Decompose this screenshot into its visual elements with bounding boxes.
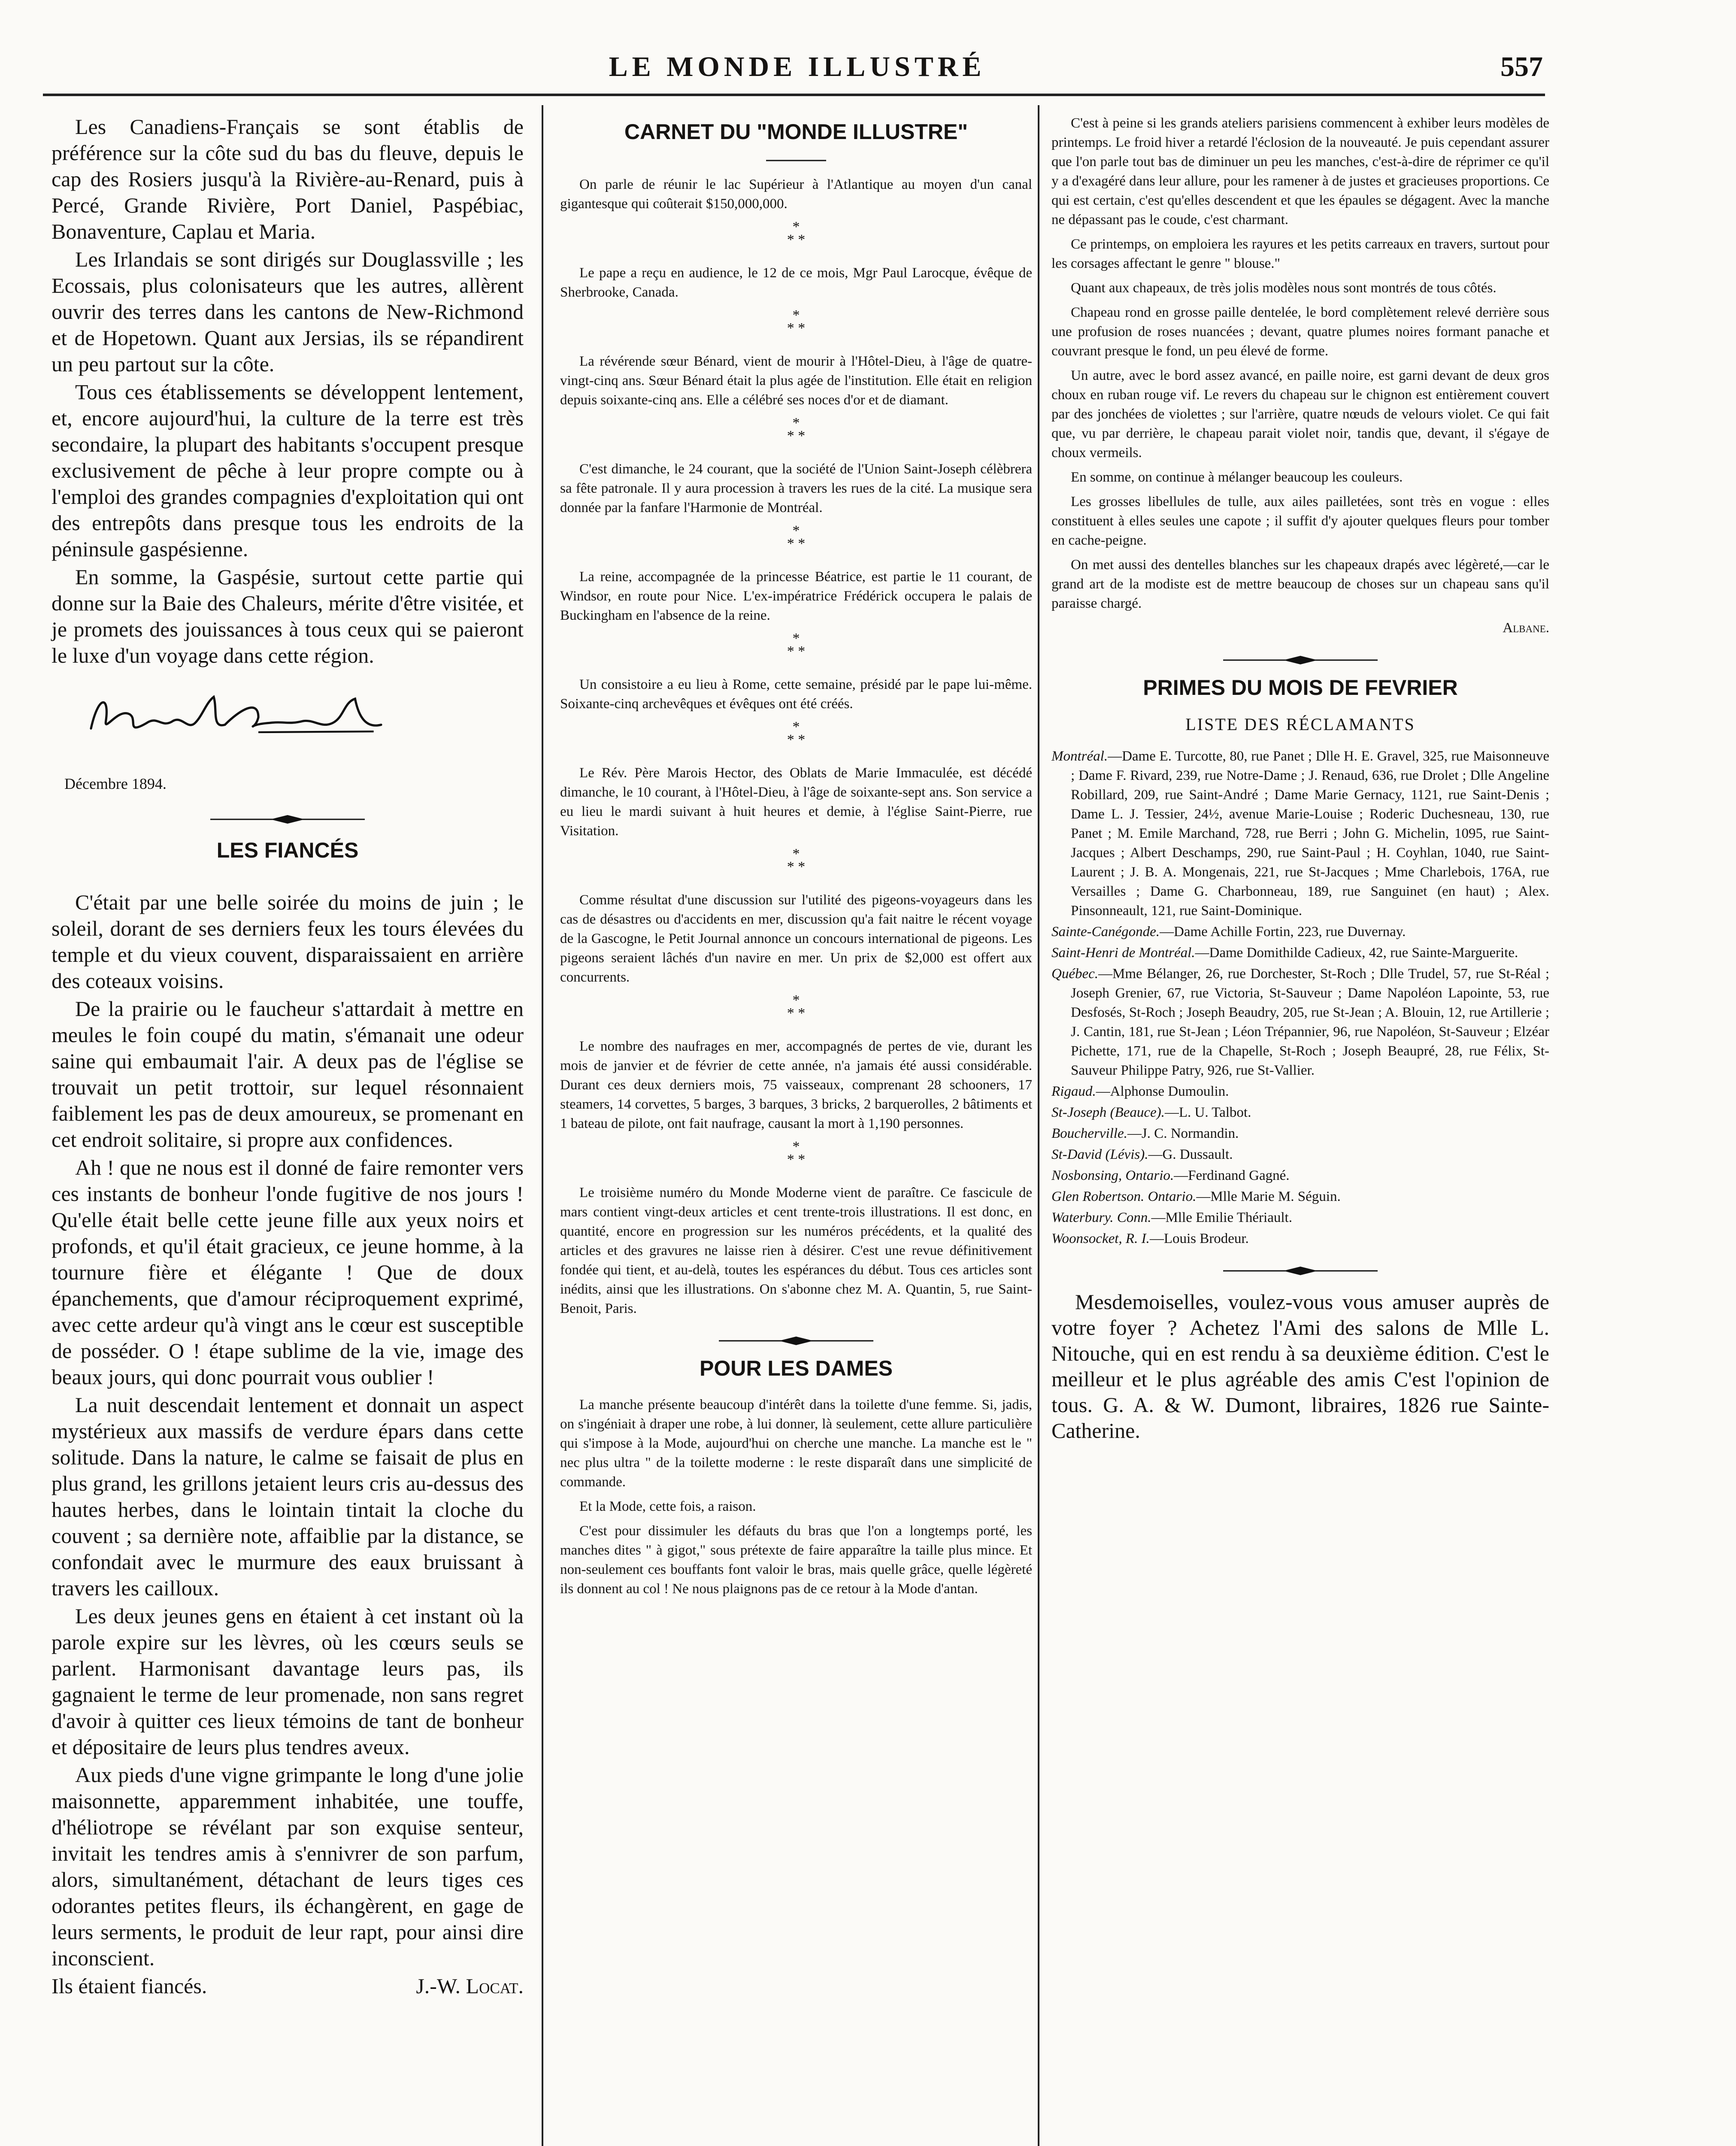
paragraph: En somme, on continue à mélanger beaucoup les couleurs. — [1071, 470, 1403, 485]
author-name: J.-W. Locat. — [416, 1974, 524, 1998]
paragraph: Quant aux chapeaux, de très jolis modèles nous sont montrés de tous côtés. — [1071, 280, 1497, 296]
asterism: * * * — [787, 1139, 806, 1167]
list-item: Saint-Henri de Montréal.—Dame Domithilde Cadieux, 42, rue Sainte-Marguerite. — [1051, 945, 1518, 961]
paragraph: Les Canadiens-Français se sont établis de préférence sur la côte sud du bas du fleuve, depuis le cap des Rosiers jusqu'à la Rivière-au-Renard, puis à Percé, Grande Rivière, Port Daniel, Paspébiac, Bonaventure, Caplau et Maria. — [52, 115, 524, 243]
paragraph: On met aussi des dentelles blanches sur les chapeaux drapés avec légèreté,—car le grand art de la modiste est de mettre beaucoup de choses sur un chapeau sans qu'il paraisse chargé. — [1051, 557, 1549, 611]
paragraph: Les deux jeunes gens en étaient à cet instant où la parole expire sur les lèvres, où les cœurs seuls se parlent. Harmonisant davantage leurs pas, ils gagnaient le terme de leur promenade, non sans regret d'avoir à quitter ces lieux témoins de tant de bonheur et dépositaire de leurs plus tendres aveux. — [52, 1604, 524, 1759]
paragraph: Et la Mode, cette fois, a raison. — [579, 1499, 756, 1514]
ad-text: Mesdemoiselles, voulez-vous vous amuser auprès de votre foyer ? Achetez l'Ami des salons de Mlle L. Nitouche, qui en est rendu à sa deuxième édition. C'est le meilleur et le plus agréable des amis C'est l'opinion de tous. G. A. & W. Dumont, libraires, 1826 rue Sainte-Catherine. — [1051, 1290, 1549, 1443]
paragraph: C'était par une belle soirée du moins de juin ; le soleil, dorant de ses derniers feux les tours élevées du temple et du vieux couvent, disparaissaient en arrière des coteaux voisins. — [52, 890, 524, 993]
asterism: * * * — [787, 719, 806, 748]
news-item: Le nombre des naufrages en mer, accompagnés de pertes de vie, durant les mois de janvier et de février de cette année, n'a jamais été aussi considérable. Durant ces deux derniers mois, 75 vaisseaux, comprenant 28 schooners, 17 steamers, 14 corvettes, 5 barges, 3 barques, 3 bricks, 2 barquerolles, 2 bâtiments et 1 bateau de pilote, ont fait naufrage, causant la mort à 1,190 personnes. — [560, 1039, 1032, 1131]
paragraph: Chapeau rond en grosse paille dentelée, le bord complètement relevé derrière sous une profusion de roses nuancées ; devant, quatre plumes noires formant panache et couvrant presque le fond, un peu élevé de forme. — [1051, 305, 1549, 359]
paragraph: La manche présente beaucoup d'intérêt dans la toilette d'une femme. Si, jadis, on s'ingéniait à draper une robe, à lui donner, là seulement, cette allure particulière qui s'impose à la Mode, aujourd'hui on cherche une manche. La manche est le " nec plus ultra " de la toilette moderne : le reste disparaît dans une simplicité de commande. — [560, 1397, 1032, 1490]
newspaper-title: LE MONDE ILLUSTRÉ — [609, 51, 986, 82]
list-item: Nosbonsing, Ontario.—Ferdinand Gagné. — [1051, 1168, 1290, 1183]
column-left — [52, 114, 524, 2001]
asterism: * * * — [787, 307, 806, 336]
paragraph: Les Irlandais se sont dirigés sur Douglassville ; les Ecossais, plus colonisateurs que les autres, allèrent ouvrir des terres dans les cantons de New-Richmond et de Hopetown. Quant aux Jersias, ils se répandirent un peu partout sur la côte. — [52, 247, 524, 376]
closing-line — [52, 1973, 524, 1999]
header-rule — [43, 94, 1545, 96]
list-item: St-David (Lévis).—G. Dussault. — [1051, 1147, 1233, 1162]
short-rule — [766, 159, 826, 162]
paragraph: Aux pieds d'une vigne grimpante le long d'une jolie maisonnette, apparemment inhabitée, une touffe, d'héliotrope se révélant par son exquise senteur, invitait les tendres amis à s'ennivrer de son parfum, alors, simultanément, détachant de leurs tiges ces odorantes petites fleurs, ils échangèrent, en gage de leurs serments, le produit de leur rapt, pour ainsi dire inconscient. — [52, 1763, 524, 1970]
news-item: La révérende sœur Bénard, vient de mourir à l'Hôtel-Dieu, à l'âge de quatre-vingt-cinq ans. Sœur Bénard était la plus agée de l'institution. Elle était en religion depuis soixante-cinq ans. Elle a célébré ses noces d'or et de diamant. — [560, 354, 1032, 408]
asterism: * * * — [787, 219, 806, 248]
column-divider — [542, 105, 543, 2146]
news-item: La reine, accompagnée de la princesse Béatrice, est partie le 11 courant, de Windsor, en route pour Nice. L'ex-impératrice Frédérick occupera le palais de Buckingham en l'absence de la reine. — [560, 569, 1032, 623]
list-item: Rigaud.—Alphonse Dumoulin. — [1051, 1084, 1229, 1099]
ornament-divider — [719, 1336, 873, 1346]
ornament-divider — [1223, 655, 1378, 665]
masthead — [52, 51, 1543, 89]
advertisement — [1051, 1289, 1549, 1443]
paragraph: Tous ces établissements se développent lentement, et, encore aujourd'hui, la culture de la terre est très secondaire, la plupart des habitants s'occupent presque exclusivement de pêche à leur propre compte ou à l'emploi des grandes compagnies d'exploitation qui ont des entrepôts dans presque tous les endroits de la péninsule gaspésienne. — [52, 380, 524, 561]
section-title: POUR LES DAMES — [699, 1356, 893, 1380]
list-item: Montréal.—Dame E. Turcotte, 80, rue Panet ; Dlle H. E. Gravel, 325, rue Maisonneuve ; Dame F. Rivard, 239, rue Notre-Dame ; J. Renaud, 636, rue Drolet ; Dlle Angeline Robillard, 209, rue Saint-André ; Dame Marie Gernacy, 1121, rue Saint-Denis ; Dame L. J. Tessier, 24½, avenue Marie-Louise ; Roderic Duchesneau, 130, rue Panet ; M. Emile Marchand, 728, rue Berri ; John G. Michelin, 1095, rue Saint-Jacques ; Albert Deschamps, 290, rue Saint-Paul ; H. Coyhlan, 1040, rue Saint-Laurent ; J. B. A. Mongenais, 221, rue St-Jacques ; Mme Charlebois, 176A, rue Versailles ; Dame G. Charbonneau, 189, rue Sanguinet (en haut) ; Alex. Pinsonneault, 121, rue Saint-Dominique. — [1051, 749, 1549, 918]
ornament-divider — [210, 814, 365, 824]
news-item: Le pape a reçu en audience, le 12 de ce mois, Mgr Paul Larocque, évêque de Sherbrooke, Canada. — [560, 265, 1032, 300]
section-title: PRIMES DU MOIS DE FEVRIER — [1143, 676, 1458, 700]
column-divider — [1038, 105, 1039, 2146]
list-item: Woonsocket, R. I.—Louis Brodeur. — [1051, 1231, 1249, 1246]
author-name: Albane. — [1503, 620, 1549, 636]
paragraph: Un autre, avec le bord assez avancé, en paille noire, est garni devant de deux gros choux en ruban rouge vif. Le revers du chapeau sur le chignon est entièrement couvert par des jonchées de violettes ; sur l'arrière, quatre nœuds de velours violet. Ce qui fait que, vu par derrière, le chapeau parait violet noir, tandis que, devant, il s'égaye de choux vermeils. — [1051, 368, 1549, 461]
asterism: * * * — [787, 415, 806, 444]
dateline: Décembre 1894. — [64, 775, 167, 792]
news-item: Un consistoire a eu lieu à Rome, cette semaine, présidé par le pape lui-même. Soixante-cinq archevêques et évêques ont été créés. — [560, 677, 1032, 712]
final-sentence: Ils étaient fiancés. — [52, 1974, 207, 1998]
claimants-list — [1051, 747, 1549, 1249]
news-item: Le troisième numéro du Monde Moderne vient de paraître. Ce fascicule de mars contient vingt-deux articles et cent trente-trois illustrations. Il est donc, en quantité, encore en progression sur les numéros précédents, et la qualité des articles et des gravures ne laisse rien à désirer. C'est une revue définitivement fondée qui tient, et au-delà, toutes les espérances du début. Tous ces articles sont inédits, ainsi que les illustrations. On s'abonne chez M. A. Quantin, 5, rue Saint-Benoit, Paris. — [560, 1185, 1032, 1316]
paragraph: C'est pour dissimuler les défauts du bras que l'on a longtemps porté, les manches dites " à gigot," sous prétexte de faire apparaître la taille plus mince. Et non-seulement ces bouffants font valoir le bras, mais quelle grâce, quelle légèreté ils donnent au col ! Ne nous plaignons pas de ce retour à la Mode d'antan. — [560, 1523, 1032, 1597]
ornament-divider — [1223, 1266, 1378, 1276]
paragraph: En somme, la Gaspésie, surtout cette partie qui donne sur la Baie des Chaleurs, mérite d'être visitée, et je promets des jouissances à tous ceux qui se paieront le luxe d'un voyage dans cette région. — [52, 565, 524, 667]
asterism: * * * — [787, 992, 806, 1021]
paragraph: Ce printemps, on emploiera les rayures et les petits carreaux en travers, surtout pour les corsages affectant le genre " blouse." — [1051, 236, 1549, 271]
news-item: C'est dimanche, le 24 courant, que la société de l'Union Saint-Joseph célèbrera sa fête patronale. Il y aura procession à travers les rues de la cité. La musique sera donnée par la fanfare l'Harmonie de Montréal. — [560, 461, 1032, 515]
asterism: * * * — [787, 523, 806, 552]
page-number: 557 — [1500, 51, 1543, 82]
news-item: On parle de réunir le lac Supérieur à l'Atlantique au moyen d'un canal gigantesque qui coûterait $150,000,000. — [560, 177, 1032, 212]
paragraph: De la prairie ou le faucheur s'attardait à mettre en meules le foin coupé du matin, s'émanait une odeur saine qui embaumait l'air. A deux pas de l'église se trouvait un petit trottoir, sur lequel résonnaient faiblement les pas de deux amoureux, se promenant en cet endroit solitaire, si propre aux confidences. — [52, 997, 524, 1152]
news-item: Comme résultat d'une discussion sur l'utilité des pigeons-voyageurs dans les cas de désastres ou d'accidents en mer, discussion qu'a fait naitre le récent voyage de la Gascogne, le Petit Journal annonce un concours international de pigeons. Les pigeons seraient lâchés d'un navire en mer. Un prix de $2,000 est offert aux concurrents. — [560, 892, 1032, 985]
section-title: CARNET DU "MONDE ILLUSTRE" — [624, 120, 968, 144]
paragraph: La nuit descendait lentement et donnait un aspect mystérieux aux massifs de verdure épars dans cette solitude. Dans la nature, le calme se faisait de plus en plus grand, les grillons jetaient leurs cris au-dessus des hautes herbes, dans le lointain tintait la cloche du couvent ; sa dernière note, affaiblie par la distance, se confondait avec le murmure des eaux bruissant à travers les cailloux. — [52, 1393, 524, 1600]
paragraph: Ah ! que ne nous est il donné de faire remonter vers ces instants de bonheur l'onde fugitive de nos jours ! Qu'elle était belle cette jeune fille aux yeux noirs et profonds, et qu'il était gracieux, ce jeune homme, à la tournure fière et élégante ! Que de doux épanchements, que d'amour réciproquement exprimé, avec cette ardeur qu'à vingt ans le cœur est susceptible de posséder. O ! étape sublime de la vie, image des beaux jours, qui donc pourrait vous oublier ! — [52, 1155, 524, 1389]
column-middle — [560, 114, 1032, 1604]
handwritten-signature — [60, 688, 412, 743]
asterism: * * * — [787, 846, 806, 875]
column-right — [1051, 114, 1549, 1449]
section-subtitle: LISTE DES RÉCLAMANTS — [1185, 715, 1415, 734]
list-item: Boucherville.—J. C. Normandin. — [1051, 1126, 1239, 1141]
section-title: LES FIANCÉS — [216, 838, 359, 862]
paragraph: C'est à peine si les grands ateliers parisiens commencent à exhiber leurs modèles de printemps. Le froid hiver a retardé l'éclosion de la nouveauté. Je puis cependant assurer que l'on parle tout bas de diminuer un peu les manches, c'est-à-dire de réprimer ce qu'il y a d'exagéré dans leur allure, pour les ramener à de justes et gracieuses proportions. Ce qui est certain, c'est qu'elles descendent et que les épaules se dégagent. Avec la manche ne dépassant pas le coude, c'est charmant. — [1051, 115, 1549, 227]
paragraph: Les grosses libellules de tulle, aux ailes pailletées, sont très en vogue : elles constituent à elles seules une capote ; il suffit d'y ajouter quelques fleurs pour tomber en cache-peigne. — [1051, 494, 1549, 548]
list-item: Sainte-Canégonde.—Dame Achille Fortin, 223, rue Duvernay. — [1051, 924, 1406, 940]
list-item: St-Joseph (Beauce).—L. U. Talbot. — [1051, 1105, 1251, 1120]
asterism: * * * — [787, 630, 806, 659]
list-item: Glen Robertson. Ontario.—Mlle Marie M. Séguin. — [1051, 1189, 1341, 1204]
news-item: Le Rév. Père Marois Hector, des Oblats de Marie Immaculée, est décédé dimanche, le 10 courant, à l'Hôtel-Dieu, à l'âge de soixante-sept ans. Son service a eu lieu le mardi suivant à huit heures et demie, à l'église Saint-Pierre, rue Visitation. — [560, 765, 1032, 839]
list-item: Québec.—Mme Bélanger, 26, rue Dorchester, St-Roch ; Dlle Trudel, 57, rue St-Réal ; Joseph Grenier, 67, rue Victoria, St-Sauveur ; Dame Napoléon Lapointe, 53, rue Desfosés, St-Roch ; Joseph Beaudry, 205, rue St-Jean ; A. Blouin, 12, rue Artillerie ; J. Cantin, 181, rue St-Jean ; Léon Trépannier, 96, rue Napoléon, St-Sauveur ; Elzéar Pichette, 171, rue de la Chapelle, St-Roch ; Joseph Beaupré, 28, rue Félix, St-Sauveur Philippe Patry, 926, rue St-Vallier. — [1051, 966, 1549, 1078]
list-item: Waterbury. Conn.—Mlle Emilie Thériault. — [1051, 1210, 1292, 1225]
